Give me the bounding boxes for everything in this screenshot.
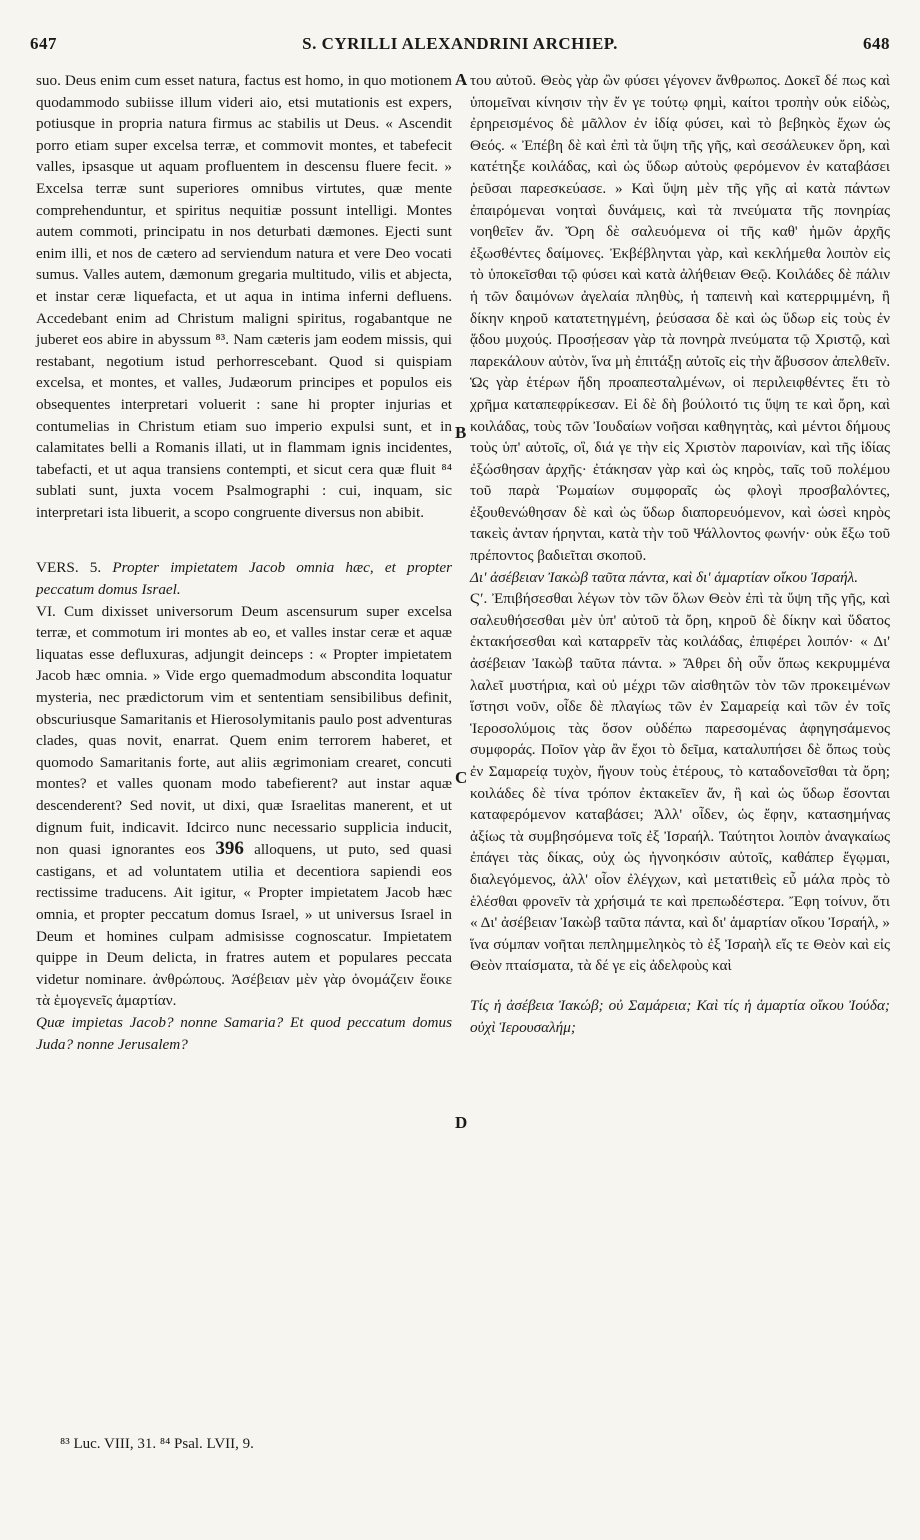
latin-paragraph-2: [36, 601, 452, 1012]
greek-paragraph-1: του αὐτοῦ. Θεὸς γὰρ ὢν φύσει γέγονεν ἄνθρωπος. Δοκεῖ δέ πως καὶ ὑπομεῖναι κίνησιν τὴν ἔν γε τούτῳ φημὶ, καίτοι τροπὴν οὐκ εἰδὼς, ἐρηρεισμένος δὲ μᾶλλον ἐν ἰδίᾳ φύσει, καὶ τὸ βεβηκὸς ἔχων ὡς Θεός. « Ἐπέβη δὲ καὶ ἐπὶ τὰ ὕψη τῆς γῆς, καὶ σεσάλευκεν ὄρη, καὶ κατέτηξε κοιλάδας, καὶ ὡς ὕδωρ αὐτοὺς φερόμενον ἐν καταβάσει ῥεῦσαι παρεσκεύασε. » Καὶ ὕψη μὲν τῆς γῆς αἱ κατὰ πάντων ἐπαιρόμεναι νοηταὶ δυνάμεις, καὶ τὰ πνεύματα τῆς πονηρίας νοηθεῖεν ἄν. Ὄρη δὲ σαλευόμενα οἱ τῆς καθ' ἡμῶν ἀρχῆς ἐξωσθέντες δαίμονες. Ἐκβέβληνται γὰρ, καὶ κεκλήμεθα λοιπὸν εἰς τὸ ὑποκεῖσθαι τῷ φύσει καὶ κατὰ ἀλήθειαν Θεῷ. Κοιλάδες δὲ πάλιν ἡ τῶν δαιμόνων ἀγελαία πληθὺς, ἡ ταπεινὴ καὶ κατερριμμένη, ἢ δίκην κηροῦ κατατετηγμένη, ῥεύσασα δὲ καὶ ὡς ὕδωρ εἰς τοὺς ἐν ᾅδου μυχούς. Προσῄεσαν γὰρ τὰ πονηρὰ πνεύματα τῷ Χριστῷ, καὶ παρεκάλουν αὐτὸν, ἵνα μὴ ἐπιτάξῃ αὐτοῖς εἰς τὴν ἄβυσσον ἀπελθεῖν. Ὡς γὰρ ἑτέρων ἤδη προαπεσταλμένων, οἱ περιλειφθέντες ἔτι τὸ χρῆμα καταπεφρίκεσαν. Εἰ δὲ δὴ βούλοιτό τις ὕψη τε καὶ ὄρη, καὶ κοιλάδας, τοὺς τῶν Ἰουδαίων νοῆσαι καθηγητὰς, καὶ μέντοι δήμους τοὺς ὑπ' αὐτοῖς, οἳ, διά γε τὴν εἰς Χριστὸν παροινίαν, καὶ τῆς ἰδίας ἐξώσθησαν ἀρχῆς· ἐτάκησαν γὰρ καὶ ὡς κηρὸς, ταῖς τοῦ πολέμου τοῦ παρὰ Ῥωμαίων συμφοραῖς ὡς φλογὶ προσβαλόντες, ἐξουθενώθησαν δὲ καὶ ὡς ὕδωρ διαπορευόμενον, καὶ ὡσεὶ κηρὸς τακεὶς ἀνταν ήρηνται, κατὰ τὴν τοῦ Ψάλλοντος φωνήν· οὐκ ἔξω τοῦ πρέποντος βαδιεῖται σκοποῦ.: [470, 72, 890, 565]
greek-closing: Τίς ἡ ἀσέβεια Ἰακώβ; οὐ Σαμάρεια; Καὶ τίς ἡ ἁμαρτία οἴκου Ἰούδα; οὐχὶ Ἱερουσαλήμ;: [470, 996, 890, 1036]
verse-text-greek: Δι' ἀσέβειαν Ἰακὼβ ταῦτα πάντα, καὶ δι' ἁμαρτίαν οἴκου Ἰσραήλ.: [470, 568, 858, 586]
verse-label: VERS. 5.: [36, 559, 102, 577]
running-title: S. CYRILLI ALEXANDRINI ARCHIEP.: [302, 34, 618, 53]
latin-closing: Quæ impietas Jacob? nonne Samaria? Et quod peccatum domus Juda? nonne Jerusalem?: [36, 1013, 452, 1053]
page-number-right: 648: [863, 34, 890, 53]
latin-paragraph-2b: alloquens, ut puto, sed quasi castigans, et ad voluntatem utilia et decentiora sapiendi eos rectissime traducens. Ait igitur, « Propter impietatem Jacob hæc omnia, et propter peccatum domus Israel, » ut universus Israel in Deum et homines culpam admisisse cognoscatur. Impietatem quippe in Deum delicta, in fratres autem et populares peccata videtur nominare. ἀνθρώπους. Ἀσέβειαν μὲν γὰρ ὀνομάζειν ἔοικε τὰ ἑμογενεῖς ἁμαρτίαν.: [36, 841, 452, 1010]
margin-letter-c: C: [455, 768, 468, 787]
verse-text-latin: Propter impietatem Jacob omnia hæc, et propter peccatum domus Israel.: [36, 559, 452, 599]
greek-paragraph-2-text: Ἐπιβήσεσθαι λέγων τὸν τῶν ὅλων Θεὸν ἐπὶ τὰ ὕψη τῆς γῆς, καὶ σαλευθήσεσθαι μὲν ὑπ' αὐτοῦ τὰ ὄρη, κηροῦ δὲ δίκην καὶ ὕδατος ἐκτακήσεσθαι καὶ καταρρεῖν τὰς κοιλάδας, ἐπιφέρει λοιπόν· « Δι' ἀσέβειαν Ἰακὼβ ταῦτα πάντα. » Ἄθρει δὴ οὖν ὅπως κεκρυμμένα λαλεῖ μυστήρια, καὶ οὐ μέχρι τῶν αἰσθητῶν τὸν τῶν προκειμένων ἵστησι νοῦν, οἶδε δὲ πλαγίως τῶν ἐν Σαμαρείᾳ καὶ τῶν ἐν τοῖς Ἱεροσολύμοις τὰς ὅσον οὐδέπω παρεσομένας ἀφηγησάμενος συμφοράς. Ποῖον γὰρ ἂν ἔχοι τὸ δεῖμα, καταλυπήσει δὲ ὅπως τοὺς ἐν Σαμαρείᾳ τυχὸν, ἤγουν τοὺς ἑτέρους, τὸ καταδονεῖσθαι τὰ ὄρη; κοιλάδες δὲ τίνα τρόπον ἐκτακεῖεν ἄν, ἢ καὶ ὡς ὕδωρ ἔσονται καταφερόμενον καταβάσει; Ἀλλ' οἶδεν, ὡς ἔφην, κατασημήνας ἀξίως τὰ συμβησόμενα τοῖς ἐξ Ἰσραήλ. Ταύτητοι λοιπὸν ἀναγκαίως ἐπάγει τὰς δίκας, οὐχ ὡς ἠγνοηκόσιν αὐτοῖς, καθάπερ ἔγῳμαι, διαλεγόμενος, ἀλλ' οἷον ἐλέγχων, καὶ μετατιθεὶς εὖ μάλα πρὸς τὸ ἑλέσθαι φρονεῖν τὰ χρήσιμά τε καὶ πρεπωδέστερα. Ἔφη τοίνυν, ὅτι « Δι' ἀσέβειαν Ἰακὼβ ταῦτα πάντα, καὶ δι' ἁμαρτίαν οἴκου Ἰσραήλ, » ἵνα σύμπαν νοῆται πεπλημμεληκὸς τὸ ἐξ Ἰσραὴλ εἴς τε Θεὸν καὶ εἰς Θεὸν πταίσματα, τὰ δέ γε εἰς ἀδελφοὺς καὶ: [470, 590, 891, 975]
running-header: [30, 34, 890, 60]
page-marker: 396: [215, 838, 244, 860]
margin-letter-a: A: [455, 70, 468, 89]
latin-paragraph-1: suo. Deus enim cum esset natura, factus est homo, in quo motionem quodammodo subiisse illum videri aio, etsi mutationis est expers, potiusque in propria natura firmus ac stabilis ut Deus. « Ascendit porro etiam super excelsa terræ, et commovit montes, et tabefecit valles, ipsasque ut aquam profluentem in descensu fluere fecit. » Excelsa terræ sunt superiores omnibus virtutes, quæ mente comprehenduntur, et spiritus nequitiæ possunt intelligi. Montes autem commoti, principatu in nos deturbati dæmones. Ejecti sunt enim illi, et nos de cætero ad serviendum natura et vere Deo vocati sumus. Valles autem, dæmonum gregaria multitudo, vilis et abjecta, et instar ceræ liquefacta, et ut aqua in intima inferni defluens. Accedebant enim ad Christum maligni spiritus, rogabantque ne juberet eos abire in abyssum ⁸³. Nam cæteris jam eodem missis, qui restabant, negotium istud perhorrescebant. Quod si quispiam excelsa, et montes, et valles, Judæorum principes et populos eis obsequentes interpretari voluerit : sane hi propter injurias et contumelias in Christum etiam suo imperio expulsi sunt, et in calamitates belli a Romanis illati, ut in flammam ignis incidentes, tabefacti, et ut aqua transiens contempti, et sicut cera quæ fluit ⁸⁴ sublati sunt, juxta vocem Psalmographi : cui, inquam, sic interpretari ista libuerit, a scopo congruente diversus non abibit.: [36, 72, 452, 521]
greek-paragraph-2: [470, 588, 890, 977]
latin-verse-heading: [36, 557, 452, 600]
latin-paragraph-2a: Cum dixisset universorum Deum ascensurum super excelsa terræ, et commotum iri montes ab eo, et valles instar ceræ et aquæ liquatas esse defluxuras, adjungit deinceps : « Propter impietatem Jacob hæc omnia. » Vide ergo quemadmodum abscondita loquatur mysteria, nec prædictorum vim et sententiam sensibilibus definit, obscuriusque Samaritanis et Hierosolymitanis paulo post adventuras clades, quas novit, enarrat. Quem enim terrorem haberet, et quomodo Samaritanis forte, aut aliis ægrimoniam crearet, concuti montes? et valles quonam modo tabefierent? aut instar aquæ descenderent? Sed novit, ut dixi, quæ Israelitas manerent, et ut dignum fuit, indicavit. Idcirco nunc necessario supplicia inducit, non quasi ignorantes eos: [36, 602, 453, 859]
margin-letter-d: D: [455, 1113, 468, 1132]
margin-letter-b: B: [455, 423, 467, 442]
greek-column: [470, 70, 890, 1038]
section-number-greek: Ϛʹ.: [470, 590, 488, 608]
latin-column: [36, 70, 452, 1055]
footnotes: ⁸³ Luc. VIII, 31. ⁸⁴ Psal. LVII, 9.: [60, 1436, 254, 1452]
page-number-left: 647: [30, 34, 57, 53]
section-number-latin: VI.: [36, 602, 56, 620]
